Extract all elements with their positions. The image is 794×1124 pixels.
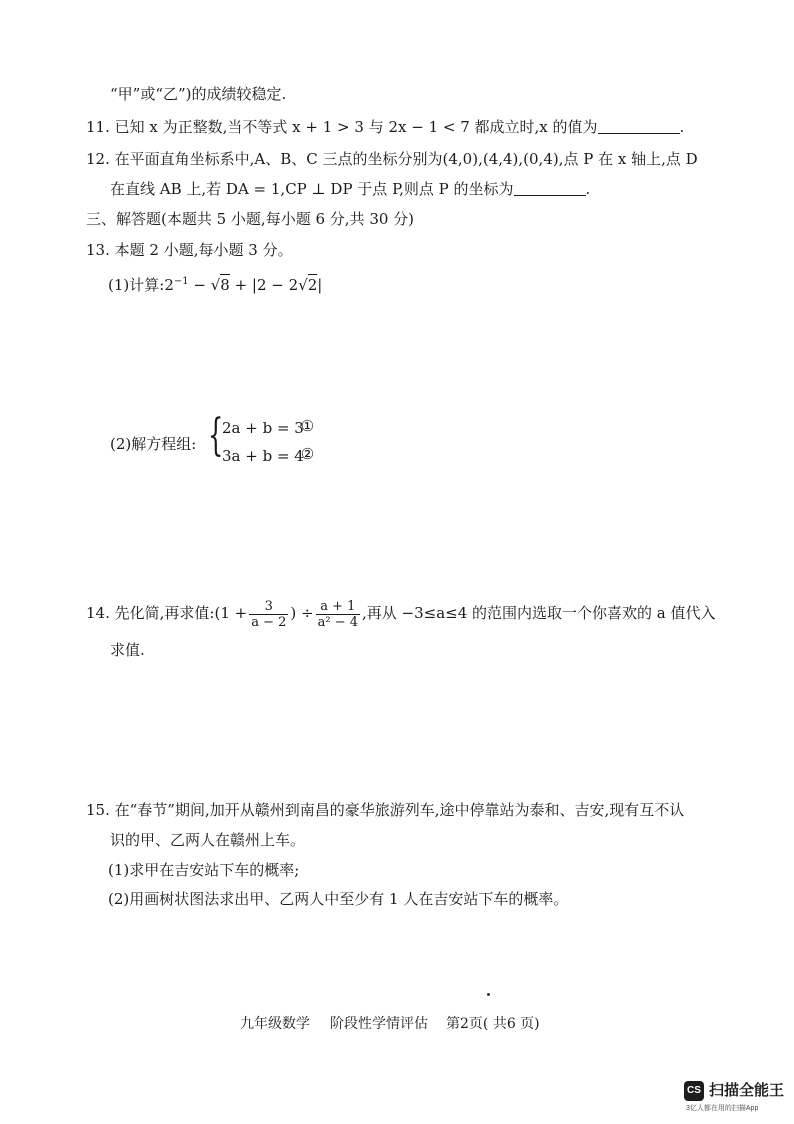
question-number: 12. xyxy=(86,150,110,168)
question-number: 14. xyxy=(86,604,110,622)
fraction-denominator: a − 2 xyxy=(251,614,287,630)
question-15-part2: (2)用画树状图法求出甲、乙两人中至少有 1 人在吉安站下车的概率。 xyxy=(108,890,569,908)
math-op: − xyxy=(188,276,211,294)
question-13 xyxy=(86,240,293,260)
watermark-name: 扫描全能王 xyxy=(709,1082,785,1099)
brace-symbol: { xyxy=(208,410,224,461)
sqrt-symbol: √ xyxy=(298,276,308,294)
fraction-1 xyxy=(249,599,288,630)
footer-subject: 九年级数学 xyxy=(240,1016,310,1032)
equation-2: 3a + b = 4 xyxy=(222,447,304,465)
question-text: 本题 2 小题,每小题 3 分。 xyxy=(114,241,293,259)
intro-line: “甲”或“乙”)的成绩较稳定. xyxy=(110,85,287,103)
question-text: 已知 x 为正整数,当不等式 x + 1 > 3 与 2x − 1 < 7 都成立时,x 的值为 xyxy=(114,118,598,136)
question-number: 13. xyxy=(86,241,110,259)
question-15-line1 xyxy=(86,800,684,820)
fraction-numerator: 3 xyxy=(249,599,288,615)
question-11 xyxy=(86,117,684,137)
question-number: 11. xyxy=(86,118,110,136)
question-text: 先化简,再求值:(1 + xyxy=(114,604,248,622)
question-15-line2: 识的甲、乙两人在赣州上车。 xyxy=(110,831,306,849)
mark-2: ② xyxy=(300,445,315,463)
sqrt-radicand: 8 xyxy=(220,276,230,294)
question-15-part1: (1)求甲在吉安站下车的概率; xyxy=(108,861,300,879)
question-end: . xyxy=(679,118,685,136)
fraction-denominator: a² − 4 xyxy=(317,614,358,630)
question-text: ) ÷ xyxy=(290,604,314,622)
question-text: ,再从 −3≤a≤4 的范围内选取一个你喜欢的 a 值代入 xyxy=(361,604,716,622)
question-end: . xyxy=(585,180,591,198)
sqrt-radicand: 2 xyxy=(307,276,318,294)
footer-exam: 阶段性学情评估 xyxy=(330,1016,428,1032)
footer-page: 第2页( 共6 页) xyxy=(446,1016,540,1032)
fraction-numerator: a + 1 xyxy=(316,599,360,615)
question-13-part2-label: (2)解方程组: xyxy=(110,435,197,453)
question-13-part1 xyxy=(108,272,322,295)
mark-1: ① xyxy=(300,417,315,435)
answer-blank[interactable] xyxy=(514,181,586,196)
math-exponent: −1 xyxy=(173,276,189,287)
question-14-line1 xyxy=(86,596,716,630)
fraction-2 xyxy=(316,599,360,630)
question-12-line1 xyxy=(86,149,698,169)
math-base: 2 xyxy=(164,276,174,294)
camscanner-logo-icon: CS xyxy=(684,1081,704,1101)
part-label: (1)计算: xyxy=(108,276,165,294)
question-number: 15. xyxy=(86,801,110,819)
math-abs-open: + |2 − 2 xyxy=(229,276,299,294)
watermark-tagline: 3亿人都在用的扫描App xyxy=(686,1105,759,1112)
scan-speck xyxy=(487,993,490,996)
math-abs-close: | xyxy=(317,276,323,294)
question-text: 在平面直角坐标系中,A、B、C 三点的坐标分别为(4,0),(4,4),(0,4),点 P 在 x 轴上,点 D xyxy=(114,150,698,168)
question-text: 在“春节”期间,加开从赣州到南昌的豪华旅游列车,途中停靠站为泰和、吉安,现有互不认 xyxy=(114,801,685,819)
question-14-line2: 求值. xyxy=(110,641,145,659)
section-title: 三、解答题(本题共 5 小题,每小题 6 分,共 30 分) xyxy=(86,210,415,228)
equation-1: 2a + b = 3 xyxy=(222,419,304,437)
question-text: 在直线 AB 上,若 DA = 1,CP ⊥ DP 于点 P,则点 P 的坐标为 xyxy=(110,180,514,198)
answer-blank[interactable] xyxy=(598,119,680,134)
sqrt-symbol: √ xyxy=(210,276,221,294)
question-12-line2 xyxy=(110,179,590,199)
